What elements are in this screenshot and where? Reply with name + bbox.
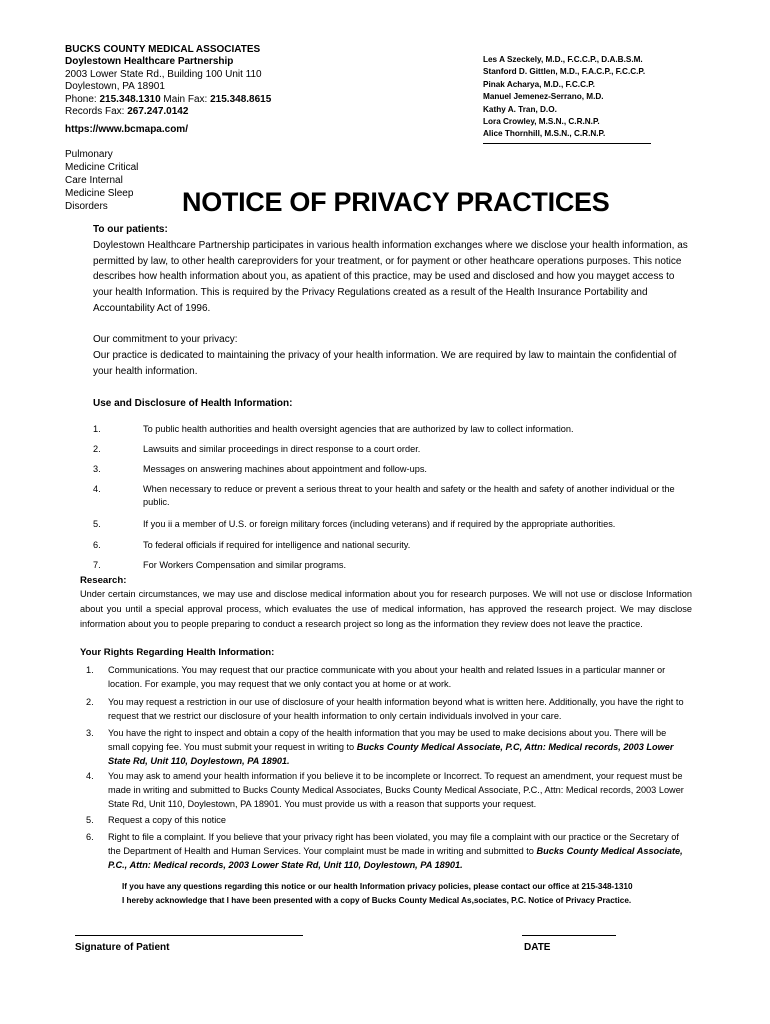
item-text bbox=[108, 663, 688, 691]
item-text bbox=[108, 830, 688, 873]
item-text: Messages on answering machines about appointment and follow-ups. bbox=[143, 464, 427, 474]
fax-label: Main Fax: bbox=[160, 93, 211, 105]
signature-label: Signature of Patient bbox=[75, 942, 170, 953]
item-number: 2. bbox=[86, 697, 94, 707]
specialty-item: Medicine Sleep bbox=[65, 188, 134, 199]
item-number: 1. bbox=[86, 665, 94, 675]
item-text: To federal officials if required for intelligence and national security. bbox=[143, 540, 411, 550]
item-number: 2. bbox=[93, 444, 101, 454]
item-text: If you ii a member of U.S. or foreign military forces (including veterans) and if required by the appropriate authorities. bbox=[143, 519, 616, 529]
partnership-name: Doylestown Healthcare Partnership bbox=[65, 56, 234, 68]
provider-name: Manuel Jemenez-Serrano, M.D. bbox=[483, 92, 604, 102]
records-fax-number: 267.247.0142 bbox=[127, 106, 189, 118]
commitment-text: Our practice is dedicated to maintaining the privacy of your health information. We are required by law to maintain the confidential of your health information. bbox=[93, 349, 677, 377]
item-number: 3. bbox=[93, 464, 101, 474]
specialty-list bbox=[65, 148, 185, 213]
commitment-heading: Our commitment to your privacy: bbox=[93, 334, 238, 345]
records-fax-label: Records Fax: bbox=[65, 106, 128, 118]
item-text bbox=[108, 813, 688, 827]
acknowledgement-line: I hereby acknowledge that I have been presented with a copy of Bucks County Medical As,sociates, P.C. Notice of Privacy Practice. bbox=[122, 895, 632, 905]
item-body: Request a copy of this notice bbox=[108, 815, 226, 825]
phone-label: Phone: bbox=[65, 93, 100, 105]
records-fax-line bbox=[65, 106, 425, 118]
provider-name: Pinak Acharya, M.D., F.C.C.P. bbox=[483, 79, 595, 89]
item-body: Communications. You may request that our practice communicate with you about your health and related Issues in a particular manner or location. For example, you may request that we only contact you at home or at work. bbox=[108, 665, 666, 690]
research-heading: Research: bbox=[80, 575, 127, 586]
item-body: Right to file a complaint. If you believe that your privacy right has been violated, you may file a complaint with our practice or the Secretary of the Department of Health and Human Services. Your complaint must be made in writing and submitted to bbox=[108, 832, 679, 857]
item-text: For Workers Compensation and similar programs. bbox=[143, 560, 347, 570]
use-disclosure-heading: Use and Disclosure of Health Information: bbox=[93, 398, 293, 409]
item-number: 3. bbox=[86, 728, 94, 738]
item-body: You have the right to inspect and obtain a copy of the health information that you may be used to make decisions about you. There will be small copying fee. You must submit your request in writing to bbox=[108, 728, 667, 753]
phone-line bbox=[65, 94, 425, 106]
research-text: Under certain circumstances, we may use and disclose medical information about you for research purposes. We will not use or disclose Information about you until a special approval process, which evaluates the use of medical information, has approved the research project. We may disclose information about you to people preparing to conduct a research project so long as the information they review does not leave the practice. bbox=[80, 589, 692, 629]
item-number: 7. bbox=[93, 560, 101, 570]
provider-name: Alice Thornhill, M.S.N., C.R.N.P. bbox=[483, 129, 606, 139]
item-number: 4. bbox=[93, 484, 101, 494]
specialty-item: Care Internal bbox=[65, 175, 123, 186]
rights-heading: Your Rights Regarding Health Information: bbox=[80, 647, 275, 658]
date-line[interactable] bbox=[522, 935, 616, 936]
item-number: 4. bbox=[86, 771, 94, 781]
item-address-emphasis: Bucks County Medical Associate, P.C, Attn: Medical records, 2003 Lower State Rd, Unit 110, Doylestown, PA 18901. bbox=[108, 742, 674, 767]
practice-name: BUCKS COUNTY MEDICAL ASSOCIATES bbox=[65, 44, 261, 55]
practice-header bbox=[65, 44, 425, 137]
item-text bbox=[108, 695, 688, 723]
specialty-item: Disorders bbox=[65, 201, 108, 212]
item-number: 5. bbox=[93, 519, 101, 529]
item-text: When necessary to reduce or prevent a serious threat to your health and safety or the health and safety of another individual or the public. bbox=[143, 484, 675, 507]
provider-list bbox=[483, 54, 651, 144]
item-text: To public health authorities and health oversight agencies that are authorized by law to collect information. bbox=[143, 424, 574, 434]
contact-line-1: If you have any questions regarding this notice or our health Information privacy policies, please contact our office at 215-348-1310 bbox=[122, 882, 633, 891]
item-body: You may ask to amend your health information if you believe it to be incomplete or Incorrect. To request an amendment, your request must be made in writing and submitted to Bucks County Medical Associates, Bucks County Medical Associate, P.C., Attn: Medical records, 2003 Lower State Rd, Unit 110, Doylestown, PA 18901. You must provide us with a reason that supports your request. bbox=[108, 771, 684, 810]
item-number: 5. bbox=[86, 815, 94, 825]
item-number: 1. bbox=[93, 424, 101, 434]
intro-text: Doylestown Healthcare Partnership participates in various health information exchanges where we disclose your health information, as permitted by law, to other health careproviders for your treatment, or for payment or other heathcare operations purposes. This notice describes how health information about you, as apatient of this practice, may be used and disclosed and how you mayget access to your health Information. This is required by the Privacy Regulations created as a result of the Health Insurance Portability and Accountability Act of 1996. bbox=[93, 239, 688, 314]
address-line-1: 2003 Lower State Rd., Building 100 Unit 110 bbox=[65, 68, 262, 80]
item-text bbox=[108, 769, 688, 812]
item-body: You may request a restriction in our use of disclosure of your health information beyond what is written here. Additionally, you have the right to request that we restrict our disclosure of your health information to only certain individuals involved in your care. bbox=[108, 697, 684, 722]
website-link[interactable]: https://www.bcmapa.com/ bbox=[65, 124, 188, 136]
contact-notice bbox=[122, 880, 682, 907]
address-line-2: Doylestown, PA 18901 bbox=[65, 81, 165, 93]
provider-name: Stanford D. Gittlen, M.D., F.A.C.P., F.C.C.P. bbox=[483, 67, 646, 77]
research-section bbox=[80, 574, 692, 631]
intro-heading: To our patients: bbox=[93, 224, 168, 235]
specialty-item: Medicine Critical bbox=[65, 162, 139, 173]
intro-section bbox=[93, 222, 693, 317]
provider-name: Les A Szeckely, M.D., F.C.C.P., D.A.B.S.M. bbox=[483, 55, 643, 64]
specialty-item: Pulmonary bbox=[65, 149, 113, 160]
document-title: NOTICE OF PRIVACY PRACTICES bbox=[182, 187, 610, 217]
commitment-section bbox=[93, 332, 693, 379]
item-address-emphasis: Bucks County Medical Associate, P.C., Attn: Medical records, 2003 Lower State Rd, Unit 110, Doylestown, PA 18901. bbox=[108, 846, 683, 871]
provider-name: Lora Crowley, M.S.N., C.R.N.P. bbox=[483, 117, 600, 127]
fax-number: 215.348.8615 bbox=[210, 93, 272, 105]
item-number: 6. bbox=[93, 540, 101, 550]
date-label: DATE bbox=[524, 942, 551, 953]
item-text bbox=[108, 726, 688, 769]
phone-number: 215.348.1310 bbox=[99, 93, 161, 105]
provider-name: Kathy A. Tran, D.O. bbox=[483, 104, 557, 114]
item-number: 6. bbox=[86, 832, 94, 842]
item-text: Lawsuits and similar proceedings in direct response to a court order. bbox=[143, 444, 421, 454]
signature-line[interactable] bbox=[75, 935, 303, 936]
